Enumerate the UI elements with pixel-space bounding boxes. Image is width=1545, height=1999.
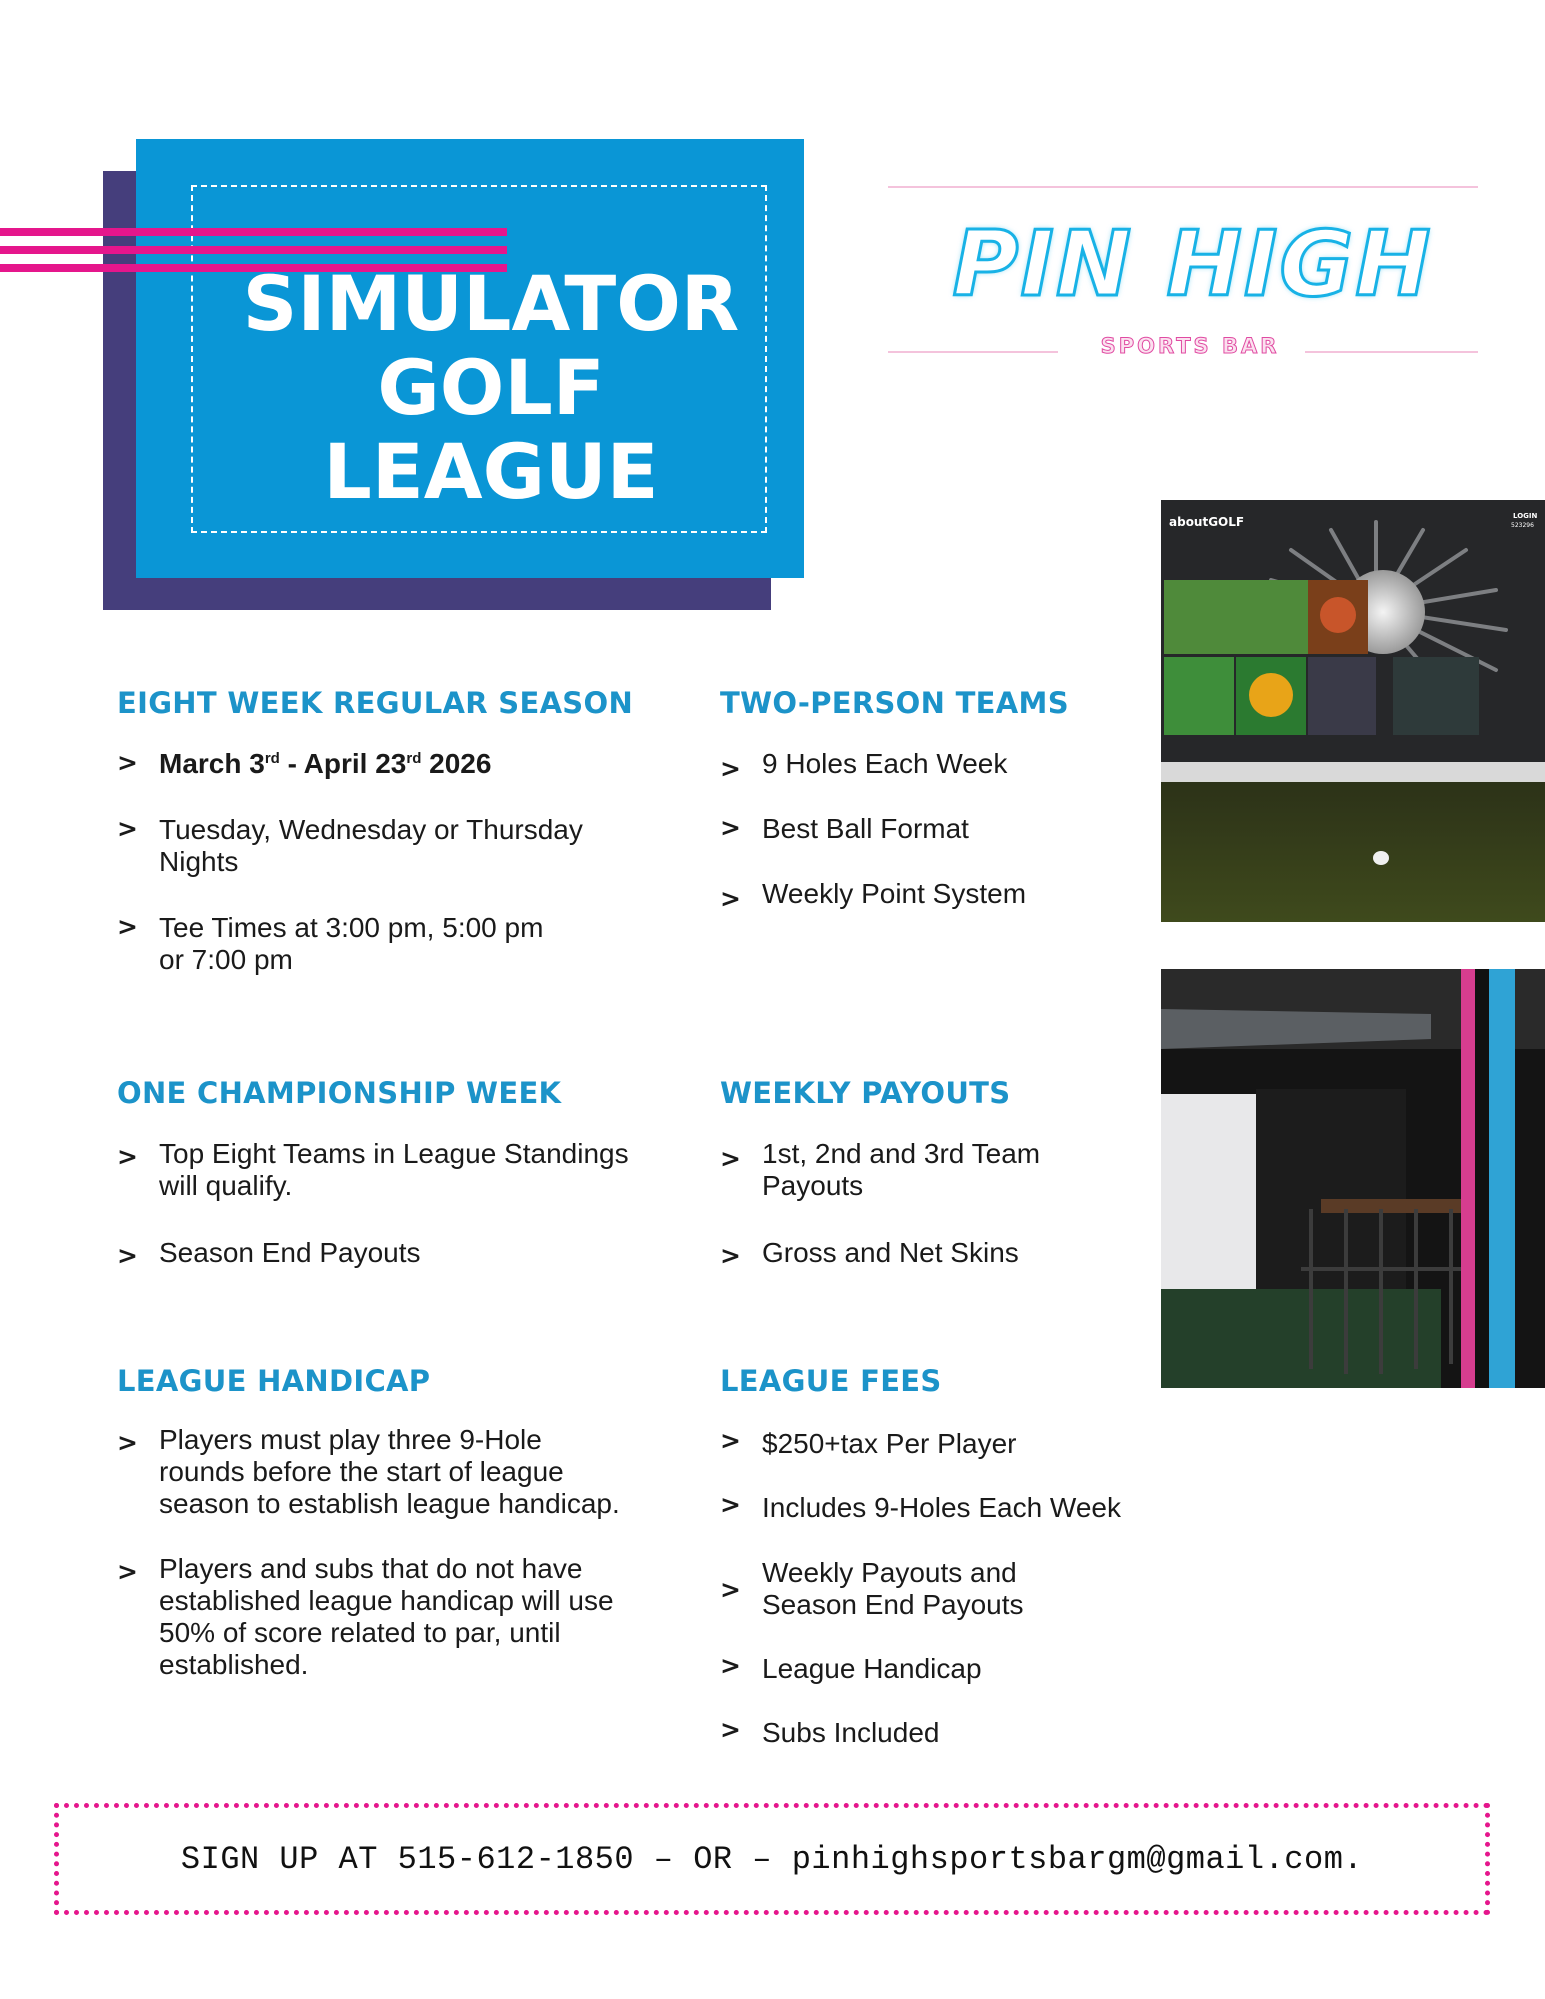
item-text: 9 Holes Each Week	[762, 748, 1008, 779]
screen-code: 523296	[1511, 522, 1534, 529]
section-payouts	[720, 1076, 1140, 1276]
bar-interior-photo	[1161, 969, 1545, 1388]
item-text: Season End Payouts	[159, 1237, 421, 1268]
arrow-icon: >	[720, 813, 741, 842]
bar-interior-image	[1161, 969, 1545, 1388]
screen-login: LOGIN	[1513, 512, 1538, 520]
item-text: established.	[159, 1649, 309, 1680]
title-line: SIMULATOR	[242, 259, 740, 348]
arrow-icon: >	[720, 1575, 741, 1604]
item-text: Nights	[159, 846, 239, 877]
arrow-icon: >	[720, 884, 741, 913]
item-text: Payouts	[762, 1170, 864, 1201]
arrow-icon: >	[117, 1557, 138, 1586]
arrow-icon: >	[117, 1142, 138, 1171]
arrow-icon: >	[720, 1715, 741, 1744]
arrow-icon: >	[117, 1428, 138, 1457]
signup-banner	[54, 1803, 1490, 1915]
item-text: will qualify.	[159, 1170, 293, 1201]
simulator-screen-photo	[1161, 500, 1545, 922]
item-text: 50% of score related to par, until	[159, 1617, 561, 1648]
logo-subtitle: SPORTS BAR	[1100, 334, 1280, 358]
item-text: Players must play three 9-Hole	[159, 1424, 542, 1455]
logo-right-rule	[1305, 351, 1478, 353]
section-championship	[117, 1076, 677, 1276]
item-text: Weekly Payouts and	[762, 1557, 1017, 1588]
section-heading: EIGHT WEEK REGULAR SEASON	[117, 686, 634, 720]
item-text: Includes 9-Holes Each Week	[762, 1492, 1121, 1523]
arrow-icon: >	[720, 1490, 741, 1519]
arrow-icon: >	[117, 1241, 138, 1270]
page-title	[191, 259, 791, 516]
season-dates: March 3rd - April 23rd 2026	[159, 748, 492, 779]
item-text: 1st, 2nd and 3rd Team	[762, 1138, 1041, 1169]
item-text: Subs Included	[762, 1717, 940, 1748]
arrow-icon: >	[720, 1651, 741, 1680]
section-regular-season	[117, 686, 677, 986]
item-text: Tuesday, Wednesday or Thursday	[159, 814, 583, 845]
arrow-icon: >	[720, 1241, 741, 1270]
item-text: season to establish league handicap.	[159, 1488, 620, 1519]
item-text: or 7:00 pm	[159, 944, 293, 975]
section-heading: TWO-PERSON TEAMS	[720, 686, 1069, 720]
section-heading: WEEKLY PAYOUTS	[720, 1076, 1011, 1110]
item-text: rounds before the start of league	[159, 1456, 564, 1487]
simulator-screen-image	[1161, 500, 1545, 922]
item-text: Season End Payouts	[762, 1589, 1024, 1620]
arrow-icon: >	[720, 754, 741, 783]
item-text: Tee Times at 3:00 pm, 5:00 pm	[159, 912, 544, 943]
logo-top-rule	[888, 186, 1478, 188]
item-text: established league handicap will use	[159, 1585, 614, 1616]
title-line: LEAGUE	[323, 427, 659, 516]
pink-stripe	[0, 228, 507, 236]
arrow-icon: >	[720, 1426, 741, 1455]
item-text: Top Eight Teams in League Standings	[159, 1138, 629, 1169]
item-text: League Handicap	[762, 1653, 982, 1684]
arrow-icon: >	[117, 748, 138, 777]
section-heading: LEAGUE FEES	[720, 1364, 942, 1398]
arrow-icon: >	[117, 912, 138, 941]
item-text: $250+tax Per Player	[762, 1428, 1017, 1459]
logo-wordmark: PIN HIGH	[952, 212, 1433, 317]
logo-left-rule	[888, 351, 1058, 353]
section-teams	[720, 686, 1140, 926]
signup-text: SIGN UP AT 515-612-1850 – OR – pinhighsportsbargm@gmail.com.	[180, 1841, 1364, 1878]
section-fees	[720, 1364, 1160, 1764]
section-handicap	[117, 1364, 697, 1694]
title-line: GOLF	[377, 343, 605, 432]
item-text: Best Ball Format	[762, 813, 969, 844]
item-text: Weekly Point System	[762, 878, 1027, 909]
section-heading: LEAGUE HANDICAP	[117, 1364, 431, 1398]
item-text: Players and subs that do not have	[159, 1553, 583, 1584]
pink-stripe	[0, 246, 507, 254]
arrow-icon: >	[720, 1144, 741, 1173]
section-heading: ONE CHAMPIONSHIP WEEK	[117, 1076, 562, 1110]
item-text: Gross and Net Skins	[762, 1237, 1019, 1268]
arrow-icon: >	[117, 814, 138, 843]
screen-brand: aboutGOLF	[1169, 515, 1245, 529]
